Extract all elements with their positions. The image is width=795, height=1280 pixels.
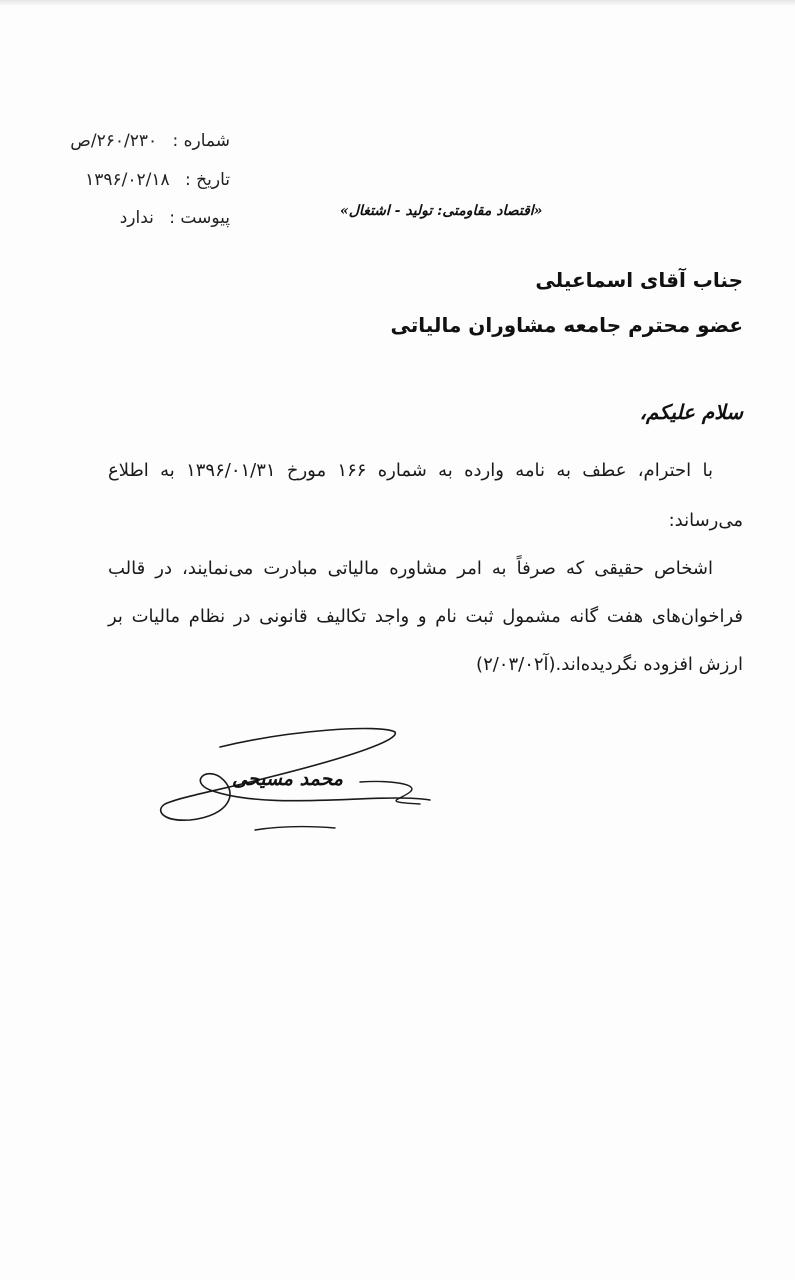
letter-number-value: ۲۶۰/۲۳۰/ص (70, 131, 158, 151)
body-paragraph-1: با احترام، عطف به نامه وارده به شماره ۱۶۶ مورخ ۱۳۹۶/۰۱/۳۱ به اطلاع می‌رساند: (108, 460, 743, 531)
body-paragraph-2: اشخاص حقیقی که صرفاً به امر مشاوره مالیاتی مبادرت می‌نمایند، در قالب فراخوان‌های هفت گانه مشمول ثبت نام و واجد تکالیف قانونی در نظام مالیات بر ارزش افزوده نگردیده‌اند.(آ۲/۰۳/۰۲) (108, 558, 743, 675)
signatory-name: محمد مسیحی (232, 768, 343, 790)
letter-date-value: ۱۳۹۶/۰۲/۱۸ (85, 170, 170, 190)
letter-attachment-field (120, 208, 230, 228)
letter-date-field (85, 170, 230, 190)
letter-number-field (70, 131, 230, 151)
letter-number-label: شماره : (172, 131, 230, 151)
letter-attachment-label: پیوست : (169, 208, 230, 228)
recipient-title: عضو محترم جامعه مشاوران مالیاتی (390, 313, 743, 337)
scan-top-edge (0, 0, 795, 6)
letter-attachment-value: ندارد (119, 208, 154, 228)
year-motto: «اقتصاد مقاومتی: تولید - اشتغال» (340, 203, 543, 219)
recipient-name: جناب آقای اسماعیلی (535, 268, 743, 292)
greeting: سلام علیکم، (639, 400, 743, 424)
letter-date-label: تاریخ : (185, 170, 230, 190)
